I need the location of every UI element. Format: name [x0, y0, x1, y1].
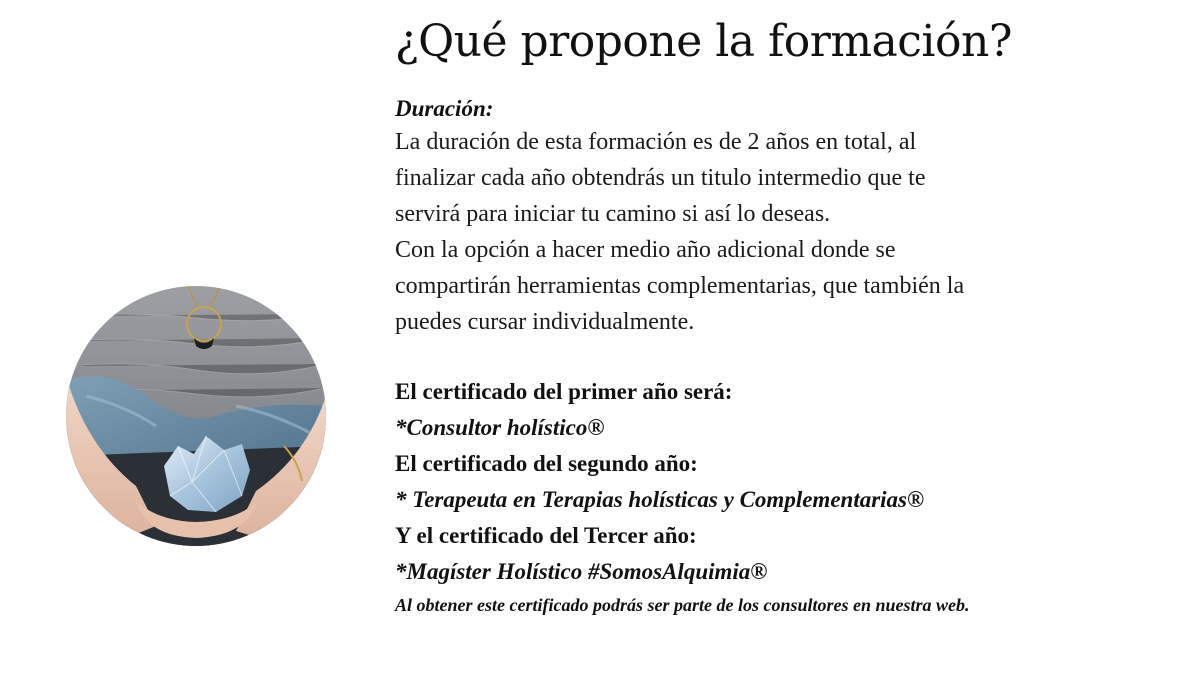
duration-line: compartirán herramientas complementarias, que también la [395, 273, 965, 299]
spacer [395, 340, 1155, 374]
content-block [395, 94, 1155, 620]
second-year-certificate-name: * Terapeuta en Terapias holísticas y Complementarias® [395, 487, 925, 512]
duration-label-colon: : [485, 96, 494, 121]
duration-line: La duración de esta formación es de 2 años en total, al [395, 129, 917, 155]
duration-line: Con la opción a hacer medio año adicional donde se [395, 237, 896, 263]
crystal-photo-illustration [66, 286, 326, 546]
duration-label [395, 94, 1155, 124]
first-year-certificate-heading: El certificado del primer año será: [395, 379, 733, 404]
third-year-certificate-heading: Y el certificado del Tercer año: [395, 523, 697, 548]
duration-label-text: Duración [395, 96, 486, 121]
crystal-photo [66, 286, 326, 546]
first-year-certificate-name: *Consultor holístico® [395, 415, 605, 440]
duration-line: puedes cursar individualmente. [395, 309, 695, 335]
duration-line: servirá para iniciar tu camino si así lo deseas. [395, 201, 831, 227]
duration-line: finalizar cada año obtendrás un titulo intermedio que te [395, 165, 926, 191]
second-year-certificate-heading: El certificado del segundo año: [395, 451, 698, 476]
certificate-note: Al obtener este certificado podrás ser parte de los consultores en nuestra web. [395, 595, 970, 615]
duration-paragraph [395, 124, 1155, 340]
third-year-certificate-name: *Magíster Holístico #SomosAlquimia® [395, 559, 768, 584]
page-title: ¿Qué propone la formación? [395, 16, 1012, 67]
